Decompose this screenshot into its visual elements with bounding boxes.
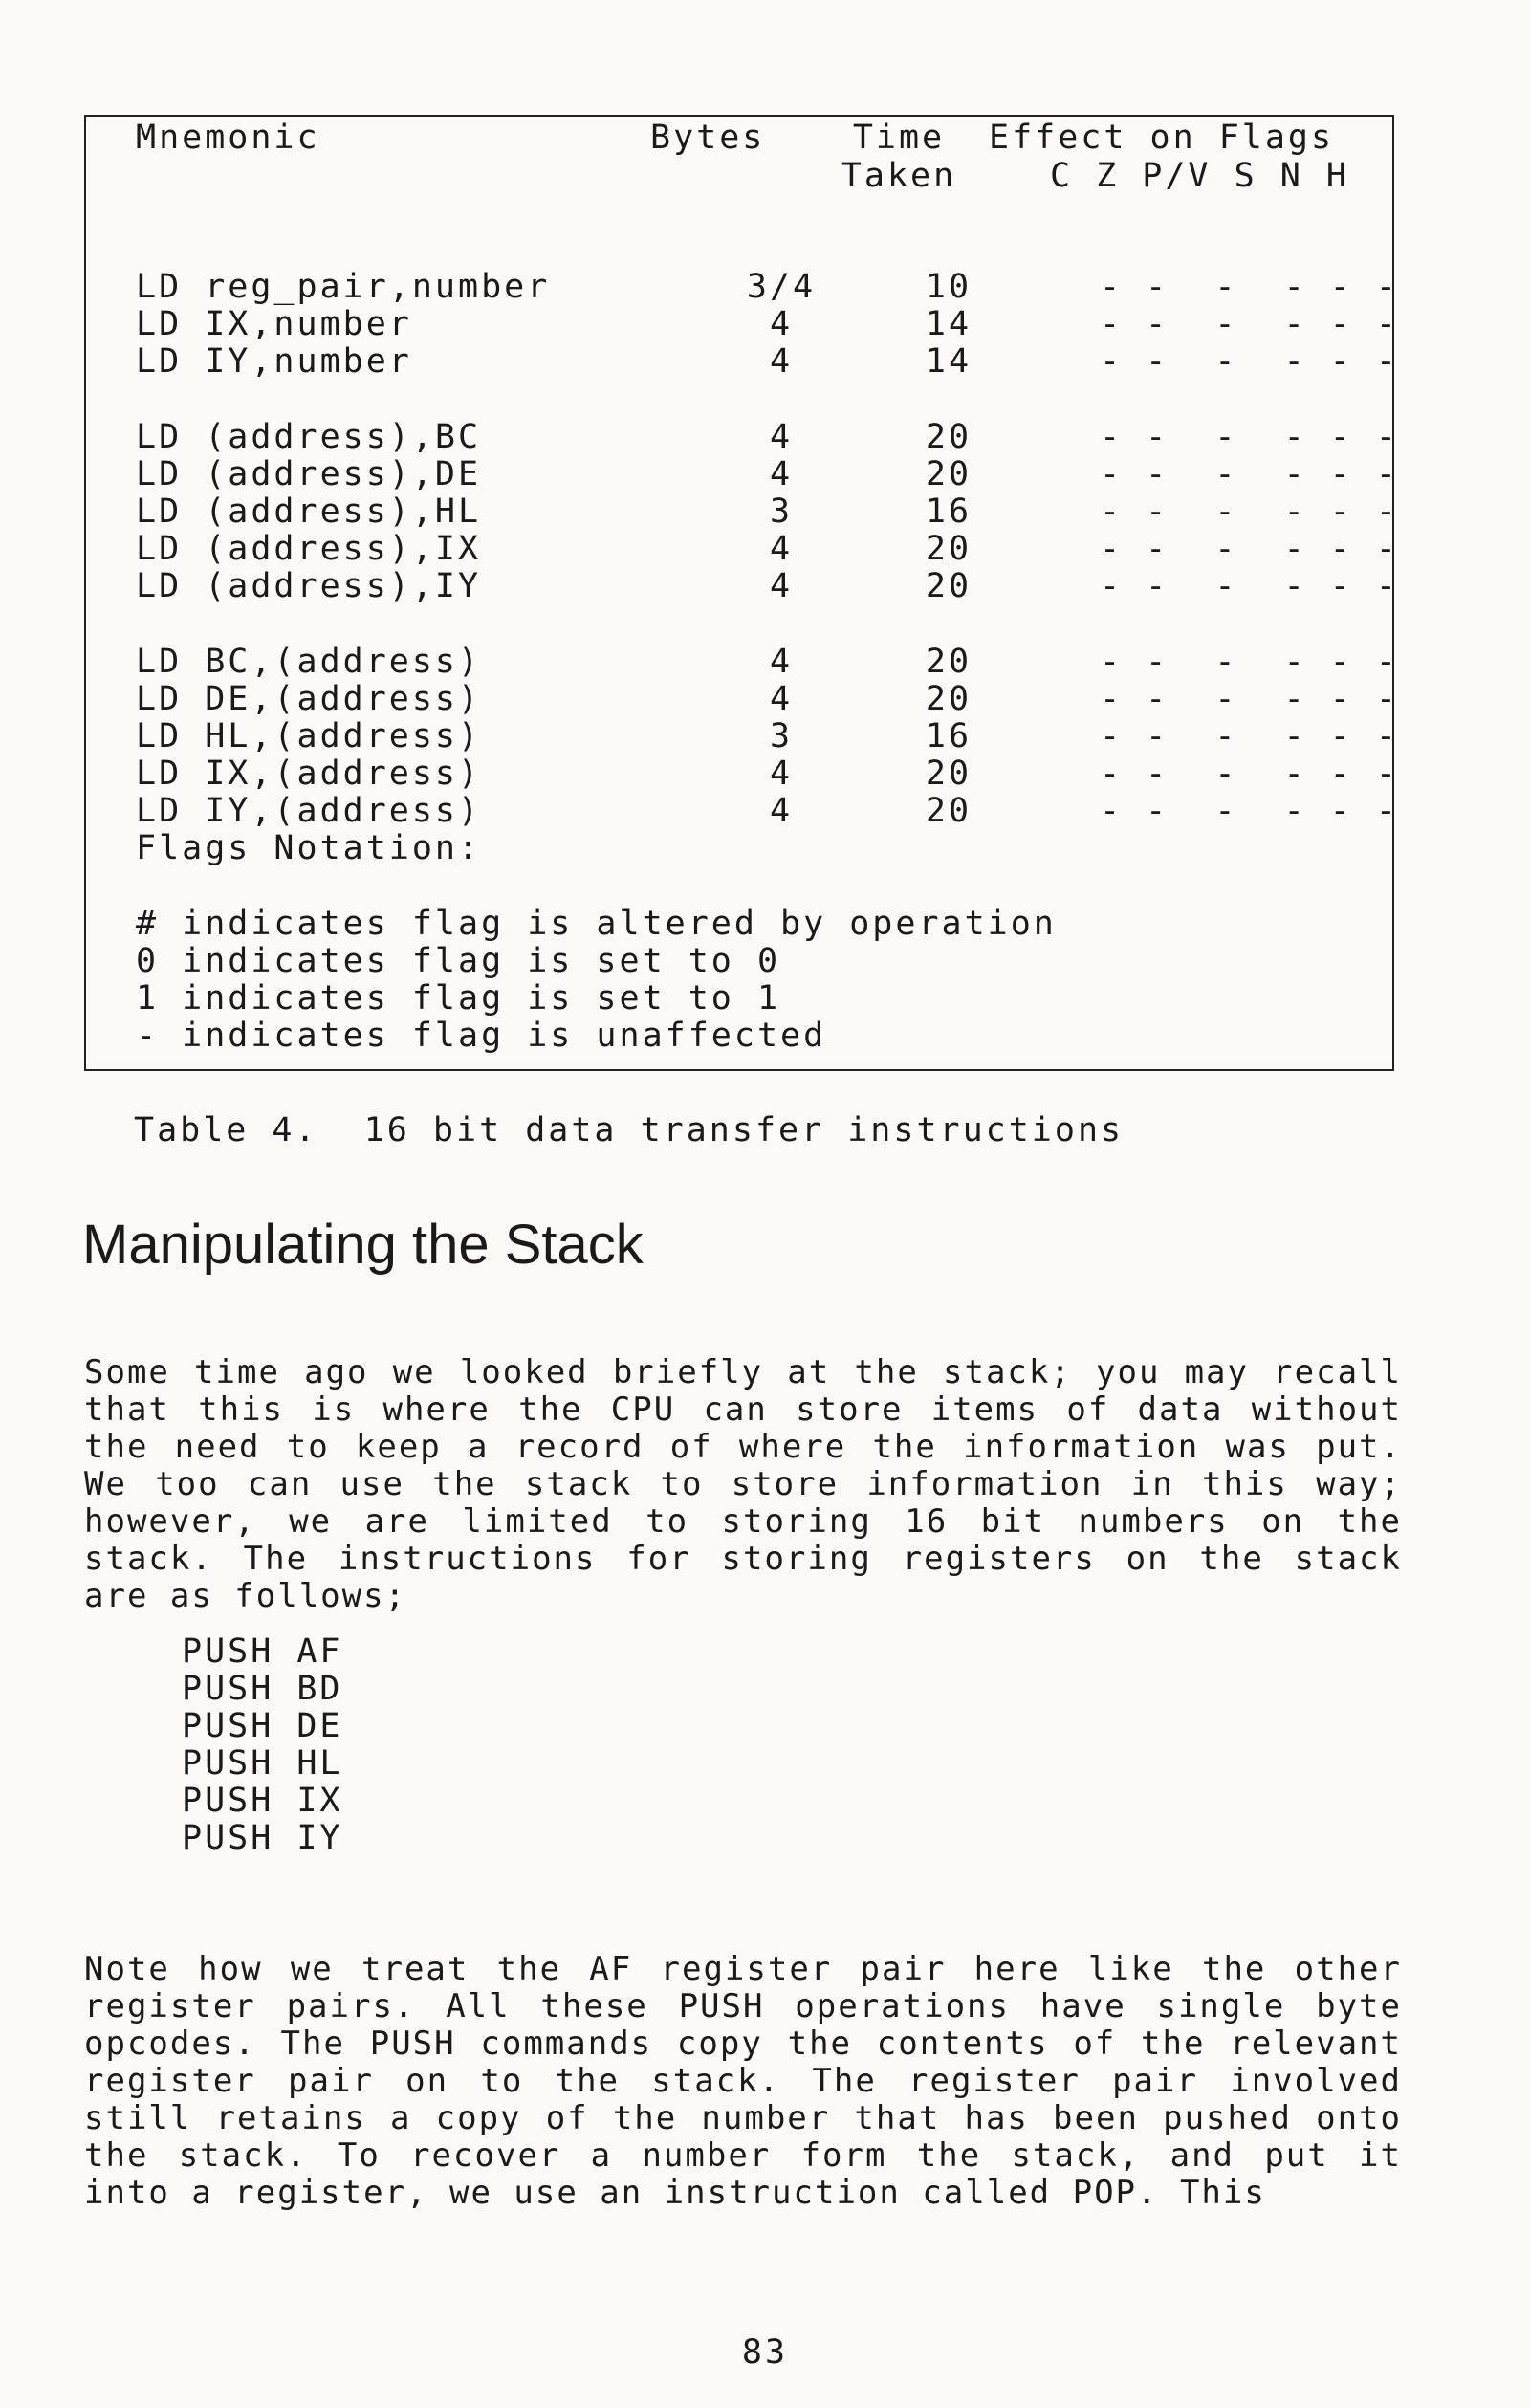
push-instruction-list [182,1633,343,1857]
header-flag-letters: C Z P/V S N H [1050,157,1349,195]
header-effect-on-flags: Effect on Flags [989,119,1335,157]
table-row: LD IY,number 4 14 - - - - - - [136,342,1399,381]
notation-line: 0 indicates flag is set to 0 [136,942,781,980]
table-row: LD (address),IX 4 20 - - - - - - [136,530,1399,568]
table-row: LD BC,(address) 4 20 - - - - - - [136,643,1399,681]
flags-notation-title: Flags Notation: [136,829,482,867]
list-item: PUSH IX [182,1782,343,1820]
table-row: LD IX,(address) 4 20 - - - - - - [136,755,1399,793]
page-number: 83 [741,2333,789,2372]
list-item: PUSH DE [182,1707,343,1745]
table-row: LD (address),IY 4 20 - - - - - - [136,567,1399,605]
header-time: Time [852,119,946,157]
table-row: LD reg_pair,number 3/4 10 - - - - - - [136,268,1399,306]
section-heading: Manipulating the Stack [82,1214,644,1276]
table-row: LD HL,(address) 3 16 - - - - - - [136,717,1399,755]
table-row: LD (address),DE 4 20 - - - - - - [136,455,1399,493]
header-mnemonic: Mnemonic [136,119,320,157]
notation-line: # indicates flag is altered by operation [136,905,1057,943]
instruction-table [84,115,1399,1071]
table-row: LD IY,(address) 4 20 - - - - - - [136,792,1399,830]
list-item: PUSH BD [182,1670,343,1708]
header-time-taken: Taken [841,157,957,195]
notation-line: - indicates flag is unaffected [136,1017,827,1055]
table-row: LD (address),BC 4 20 - - - - - - [136,418,1399,456]
notation-line: 1 indicates flag is set to 1 [136,979,781,1018]
table-caption: Table 4. 16 bit data transfer instructions [134,1111,1125,1149]
list-item: PUSH HL [182,1744,343,1783]
table-row: LD DE,(address) 4 20 - - - - - - [136,680,1399,718]
list-item: PUSH IY [182,1819,343,1857]
table-row: LD (address),HL 3 16 - - - - - - [136,493,1399,531]
table-row: LD IX,number 4 14 - - - - - - [136,305,1399,343]
list-item: PUSH AF [182,1632,343,1671]
paragraph: Note how we treat the AF register pair here like the other register pairs. All these PUSH operations have single byte opcodes. The PUSH commands copy the contents of the relevant register pair on to the stack. The register pair involved still retains a copy of the number that has been pushed onto the stack. To recover a number form the stack, and put it into a register, we use an instruction called POP. This [84,1950,1402,2212]
header-bytes: Bytes [650,119,766,157]
paragraph: Some time ago we looked briefly at the stack; you may recall that this is where the CPU can store items of data without the need to keep a record of where the information was put. We too can use the stack to store information in this way; however, we are limited to storing 16 bit numbers on the stack. The instructions for storing registers on the stack are as follows; [84,1353,1402,1615]
